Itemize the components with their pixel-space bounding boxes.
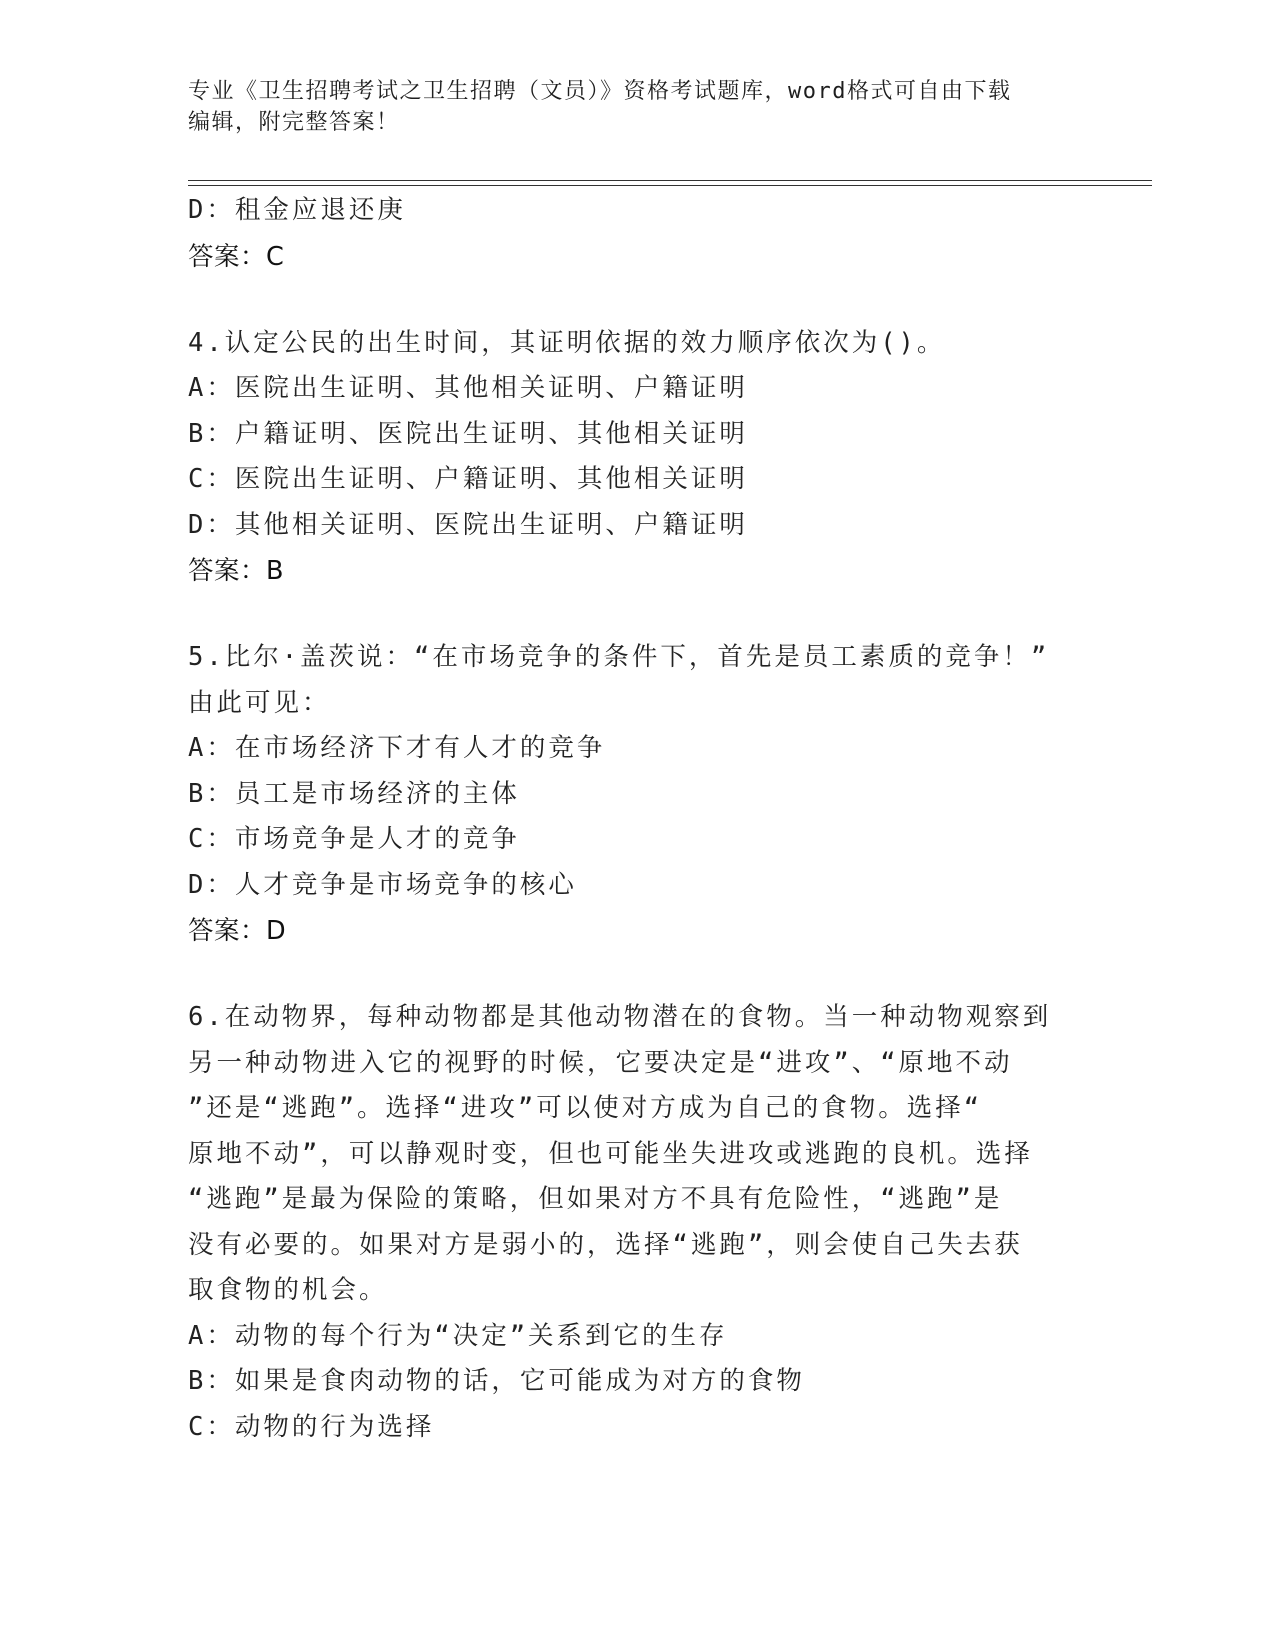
option-b: B：如果是食肉动物的话，它可能成为对方的食物 — [188, 1366, 805, 1396]
header-divider-bottom — [188, 185, 1152, 186]
question-6-text — [188, 995, 1088, 1314]
spacer — [188, 594, 1088, 635]
question-content — [188, 188, 1088, 1450]
spacer — [188, 280, 1088, 321]
option-a: A：医院出生证明、其他相关证明、户籍证明 — [188, 373, 748, 403]
question-text-line: 4.认定公民的出生时间，其证明依据的效力顺序依次为()。 — [188, 327, 946, 358]
question-text-line: 取食物的机会。 — [188, 1275, 388, 1305]
question-5-options — [188, 726, 1088, 908]
question-text-line: 由此可见： — [188, 687, 331, 718]
question-text-line: ”还是“逃跑”。选择“进攻”可以使对方成为自己的食物。选择“ — [188, 1093, 983, 1123]
answer-line: 答案：B — [188, 556, 284, 586]
option-d: D：其他相关证明、医院出生证明、户籍证明 — [188, 509, 748, 540]
question-5-text — [188, 635, 1088, 726]
question-6-options — [188, 1314, 1088, 1451]
option-d: D：人才竞争是市场竞争的核心 — [188, 869, 577, 900]
document-header — [188, 76, 1088, 138]
header-line-1: 专业《卫生招聘考试之卫生招聘（文员）》资格考试题库，word格式可自由下载 — [188, 79, 1012, 104]
question-text-line: 另一种动物进入它的视野的时候，它要决定是“进攻”、“原地不动 — [188, 1047, 1013, 1078]
question-text-line: 原地不动”，可以静观时变，但也可能坐失进攻或逃跑的良机。选择 — [188, 1138, 1033, 1169]
option-d: D：租金应退还庚 — [188, 195, 406, 225]
answer-line: 答案：C — [188, 241, 285, 272]
option-c: C：动物的行为选择 — [188, 1411, 435, 1442]
header-divider-top — [188, 180, 1152, 181]
question-text-line: 6.在动物界，每种动物都是其他动物潜在的食物。当一种动物观察到 — [188, 1002, 1052, 1032]
question-text-line: 5.比尔·盖茨说：“在市场竞争的条件下，首先是员工素质的竞争！” — [188, 642, 1050, 672]
option-c: C：市场竞争是人才的竞争 — [188, 824, 520, 854]
option-b: B：户籍证明、医院出生证明、其他相关证明 — [188, 418, 748, 449]
question-text-line: “逃跑”是最为保险的策略，但如果对方不具有危险性，“逃跑”是 — [188, 1184, 1003, 1214]
question-4-text — [188, 321, 1088, 367]
header-line-2: 编辑，附完整答案！ — [188, 110, 400, 135]
option-b: B：员工是市场经济的主体 — [188, 778, 520, 809]
option-a: A：在市场经济下才有人才的竞争 — [188, 733, 606, 763]
option-a: A：动物的每个行为“决定”关系到它的生存 — [188, 1320, 728, 1351]
question-4-options — [188, 366, 1088, 548]
question-text-line: 没有必要的。如果对方是弱小的，选择“逃跑”，则会使自己失去获 — [188, 1229, 1023, 1260]
option-c: C：医院出生证明、户籍证明、其他相关证明 — [188, 464, 748, 494]
spacer — [188, 954, 1088, 995]
answer-line: 答案：D — [188, 916, 287, 946]
